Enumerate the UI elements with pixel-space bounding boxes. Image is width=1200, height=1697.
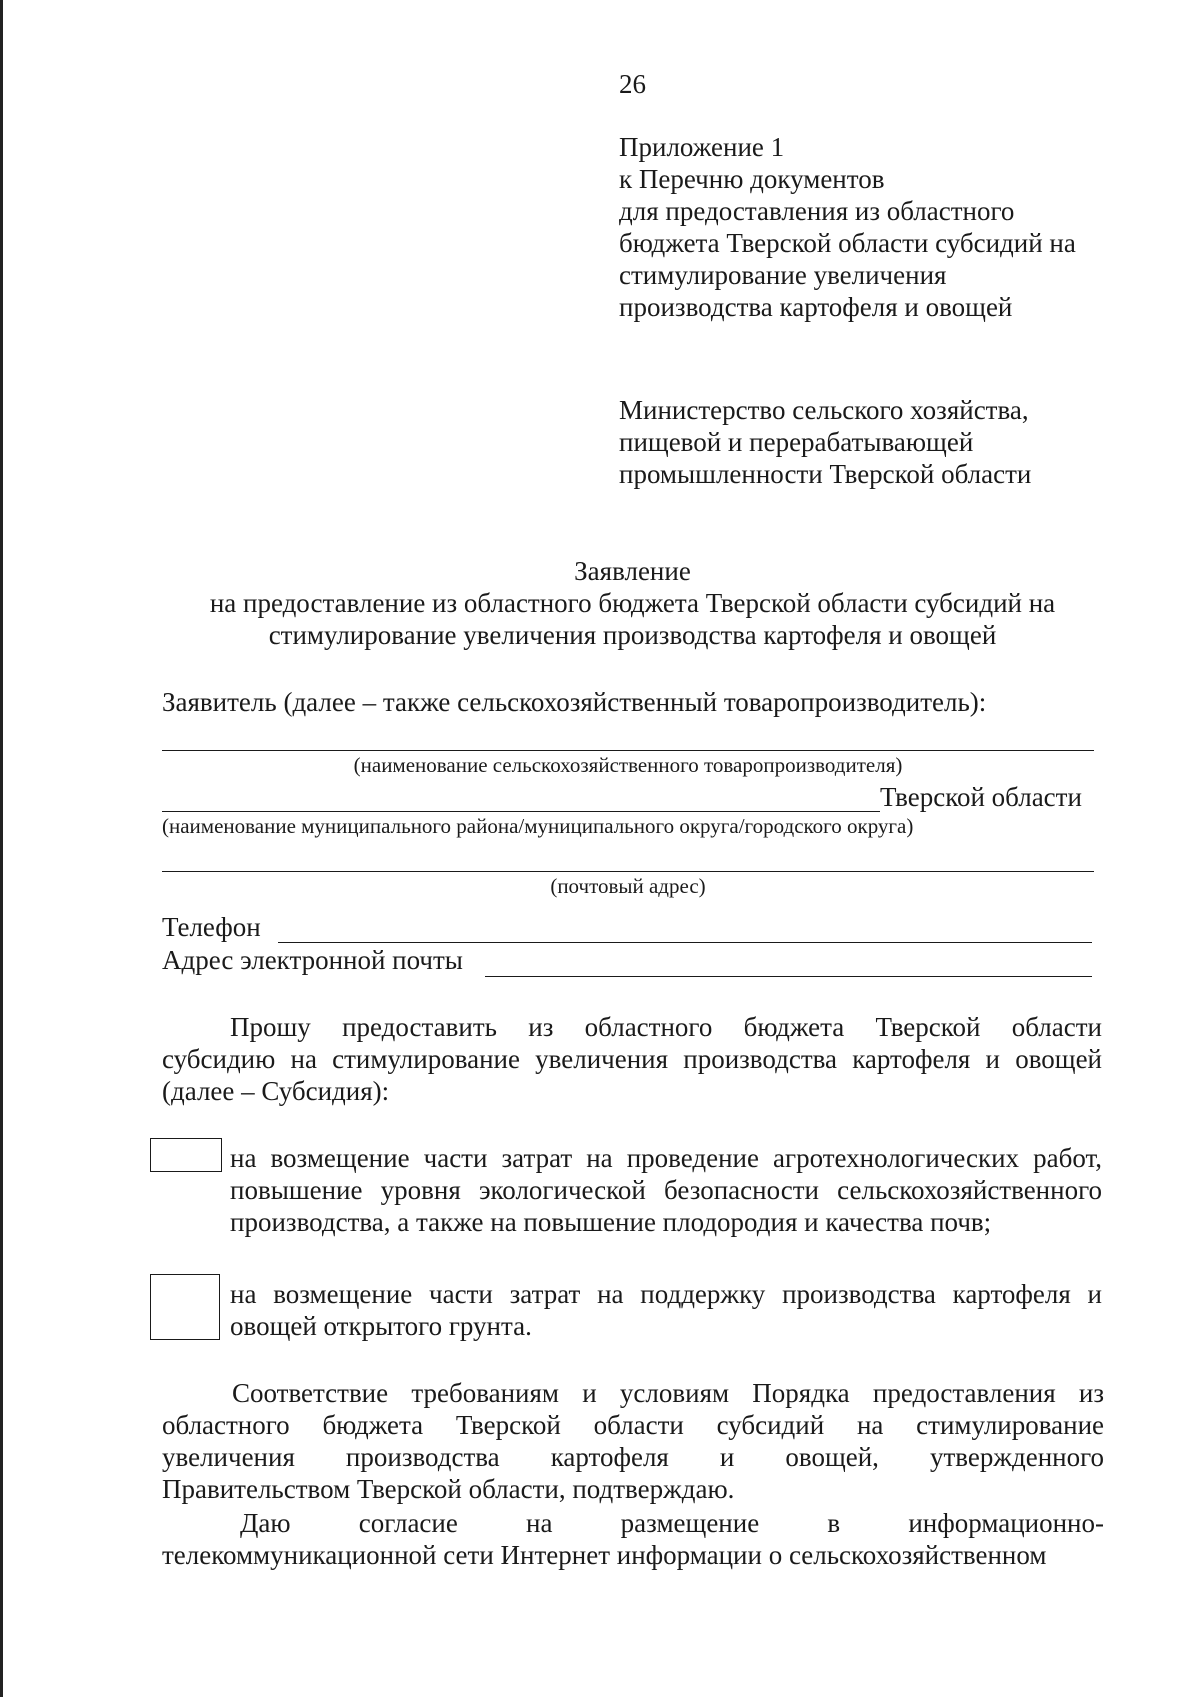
option-checkbox-1[interactable] xyxy=(150,1138,222,1172)
option-line: производства, а также на повышение плодородия и качества почв; xyxy=(230,1207,992,1237)
scan-edge xyxy=(0,0,3,1697)
addressee-line: промышленности Тверской области xyxy=(619,459,1032,489)
request-paragraph xyxy=(162,1011,1102,1107)
option-text-1 xyxy=(230,1142,1102,1238)
appendix-block xyxy=(619,131,1076,323)
appendix-line: для предоставления из областного xyxy=(619,196,1015,226)
postal-address-line[interactable] xyxy=(162,871,1094,872)
option-line: овощей открытого грунта. xyxy=(230,1311,532,1341)
email-field[interactable] xyxy=(485,976,1092,977)
municipality-line[interactable] xyxy=(162,811,880,812)
page-number: 26 xyxy=(619,69,646,99)
title-heading: Заявление xyxy=(574,556,691,586)
appendix-line: производства картофеля и овощей xyxy=(619,292,1013,322)
addressee-line: Министерство сельского хозяйства, xyxy=(619,395,1029,425)
applicant-name-line[interactable] xyxy=(162,750,1094,751)
appendix-line: бюджета Тверской области субсидий на xyxy=(619,228,1076,258)
consent-line: Даю согласие на размещение в информационно- xyxy=(240,1508,1104,1538)
applicant-name-caption: (наименование сельскохозяйственного товаропроизводителя) xyxy=(353,753,903,777)
compliance-line: областного бюджета Тверской области субсидий на стимулирование xyxy=(162,1410,1104,1440)
compliance-paragraph xyxy=(162,1377,1104,1505)
phone-field[interactable] xyxy=(278,942,1092,943)
appendix-line: Приложение 1 xyxy=(619,132,785,162)
appendix-line: к Перечню документов xyxy=(619,164,885,194)
phone-label: Телефон xyxy=(162,912,261,942)
municipality-caption: (наименование муниципального района/муниципального округа/городского округа) xyxy=(162,814,914,838)
compliance-line: Соответствие требованиям и условиям Порядка предоставления из xyxy=(232,1378,1104,1408)
document-title xyxy=(150,555,1115,651)
applicant-label: Заявитель (далее – также сельскохозяйственный товаропроизводитель): xyxy=(162,687,987,717)
option-line: повышение уровня экологической безопасности сельскохозяйственного xyxy=(230,1175,1102,1205)
region-suffix: Тверской области xyxy=(880,782,1082,812)
compliance-line: Правительством Тверской области, подтверждаю. xyxy=(162,1474,735,1504)
option-checkbox-2[interactable] xyxy=(150,1274,220,1340)
request-line: (далее – Субсидия): xyxy=(162,1076,390,1106)
postal-address-caption: (почтовый адрес) xyxy=(550,874,706,898)
appendix-line: стимулирование увеличения xyxy=(619,260,947,290)
request-line: Прошу предоставить из областного бюджета Тверской области xyxy=(230,1012,1102,1042)
compliance-line: увеличения производства картофеля и овощей, утвержденного xyxy=(162,1442,1104,1472)
addressee-line: пищевой и перерабатывающей xyxy=(619,427,974,457)
consent-paragraph xyxy=(162,1507,1104,1571)
email-label: Адрес электронной почты xyxy=(162,945,463,975)
request-line: субсидию на стимулирование увеличения производства картофеля и овощей xyxy=(162,1044,1102,1074)
option-text-2 xyxy=(230,1278,1102,1342)
consent-line: телекоммуникационной сети Интернет информации о сельскохозяйственном xyxy=(162,1540,1047,1570)
title-line: на предоставление из областного бюджета Тверской области субсидий на xyxy=(209,588,1056,618)
title-line: стимулирование увеличения производства картофеля и овощей xyxy=(268,620,997,650)
option-line: на возмещение части затрат на поддержку производства картофеля и xyxy=(230,1279,1102,1309)
addressee-block xyxy=(619,394,1031,490)
option-line: на возмещение части затрат на проведение агротехнологических работ, xyxy=(230,1143,1102,1173)
